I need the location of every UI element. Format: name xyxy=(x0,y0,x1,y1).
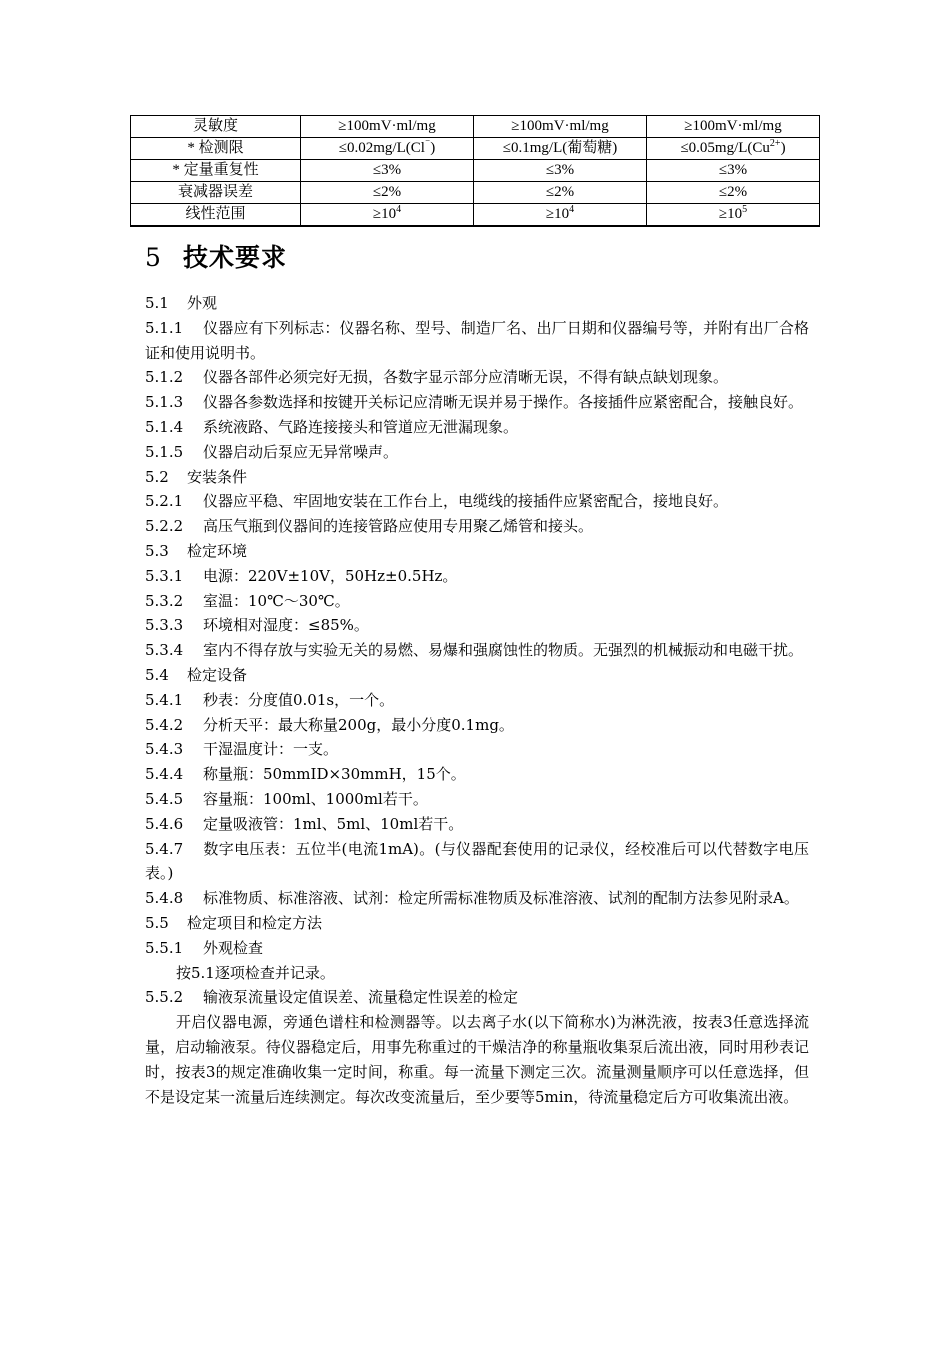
clause xyxy=(145,440,809,465)
table-cell xyxy=(474,204,647,227)
table-row xyxy=(131,204,820,227)
clause xyxy=(145,936,809,961)
clause-number: 5.1.2 xyxy=(145,368,184,387)
clause-text: 开启仪器电源，旁通色谱柱和检测器等。以去离子水(以下简称水)为淋洗液，按表3任意选择流量，启动输液泵。待仪器稳定后，用事先称重过的干燥洁净的称量瓶收集泵后流出液，同时用秒表记时，按表3的规定准确收集一定时间，称重。每一流量下测定三次。流量测量顺序可以任意选择，但不是设定某一流量后连续测定。每次改变流量后，至少要等5min，待流量稳定后方可收集流出液。 xyxy=(145,1013,809,1106)
clause-number: 5.4.3 xyxy=(145,740,184,759)
cell-superscript: 4 xyxy=(396,204,402,215)
clause-number: 5.2.2 xyxy=(145,517,184,536)
clause-text: 环境相对湿度：≤85%。 xyxy=(203,616,369,635)
table-cell: ≤2% xyxy=(474,182,647,204)
cell-text-after: ) xyxy=(780,140,786,156)
clause-number: 5.5.1 xyxy=(145,938,184,957)
clause-text: 检定设备 xyxy=(187,665,248,684)
cell-text: ≥10 xyxy=(372,206,397,222)
table-cell: ≤2% xyxy=(647,182,820,204)
clause xyxy=(145,514,809,539)
clause-body xyxy=(145,961,809,986)
clause xyxy=(145,812,809,837)
table-row xyxy=(131,138,820,160)
clause xyxy=(145,787,809,812)
clause-text: 干湿温度计：一支。 xyxy=(203,740,339,759)
clause-text: 室温：10℃～30℃。 xyxy=(203,591,350,610)
clause-number: 5.5.2 xyxy=(145,988,184,1007)
clause-text: 安装条件 xyxy=(187,467,248,486)
subsection-heading xyxy=(145,291,809,316)
table-cell xyxy=(301,204,474,227)
cell-text-after: ) xyxy=(430,140,436,156)
clause-text: 外观 xyxy=(187,294,218,312)
clause-text: 仪器应平稳、牢固地安装在工作台上，电缆线的接插件应紧密配合，接地良好。 xyxy=(203,492,729,511)
clause-text: 仪器应有下列标志：仪器名称、型号、制造厂名、出厂日期和仪器编号等，并附有出厂合格证和使用说明书。 xyxy=(145,318,809,362)
clause xyxy=(145,365,809,390)
clause-text: 仪器各参数选择和按键开关标记应清晰无误并易于操作。各接插件应紧密配合，接触良好。 xyxy=(203,393,804,412)
clause-text: 系统液路、气路连接接头和管道应无泄漏现象。 xyxy=(203,417,519,436)
table-cell xyxy=(647,204,820,227)
clause-text: 检定环境 xyxy=(187,541,248,560)
clause-number: 5.3.4 xyxy=(145,641,184,660)
cell-superscript: 4 xyxy=(569,204,575,215)
clause-text: 电源：220V±10V，50Hz±0.5Hz。 xyxy=(203,566,458,585)
clause-number: 5.4 xyxy=(145,665,169,684)
clause-text: 称量瓶：50mmID×30mmH，15个。 xyxy=(203,765,466,784)
clause-number: 5.4.7 xyxy=(145,839,184,858)
clause-number: 5.4.5 xyxy=(145,789,184,808)
cell-superscript: 2+ xyxy=(769,138,781,149)
cell-text: ≥10 xyxy=(718,206,743,222)
clause xyxy=(145,390,809,415)
clause-text: 秒表：分度值0.01s，一个。 xyxy=(203,690,395,709)
clause-number: 5.3 xyxy=(145,541,169,560)
row-label: 灵敏度 xyxy=(131,116,301,138)
subsection-heading xyxy=(145,663,809,688)
clause-text: 输液泵流量设定值误差、流量稳定性误差的检定 xyxy=(203,988,519,1007)
clause-number: 5.3.1 xyxy=(145,566,184,585)
clause-number: 5.4.6 xyxy=(145,814,184,833)
table-cell: ≤3% xyxy=(301,160,474,182)
table-cell: ≤0.1mg/L(葡萄糖) xyxy=(474,138,647,160)
clause-text: 高压气瓶到仪器间的连接管路应使用专用聚乙烯管和接头。 xyxy=(203,517,594,536)
row-label: 线性范围 xyxy=(131,204,301,227)
cell-superscript: 5 xyxy=(742,204,748,215)
clause-text: 定量吸液管：1ml、5ml、10ml若干。 xyxy=(203,814,464,833)
clause xyxy=(145,638,809,663)
table-cell: ≤3% xyxy=(474,160,647,182)
clause-number: 5.4.4 xyxy=(145,765,184,784)
clause xyxy=(145,737,809,762)
cell-text: ≤0.05mg/L(Cu xyxy=(680,140,770,156)
subsection-heading xyxy=(145,465,809,490)
clause-text: 分析天平：最大称量200g，最小分度0.1mg。 xyxy=(203,715,514,734)
clause-number: 5.2 xyxy=(145,467,169,486)
row-label: * 检测限 xyxy=(131,138,301,160)
clause-text: 仪器启动后泵应无异常噪声。 xyxy=(203,442,399,461)
row-label: * 定量重复性 xyxy=(131,160,301,182)
table-row xyxy=(131,160,820,182)
clause-body xyxy=(145,1010,809,1109)
table-cell: ≥100mV·ml/mg xyxy=(647,116,820,138)
table-cell xyxy=(301,138,474,160)
clause-number: 5.1.4 xyxy=(145,417,184,436)
clause-text: 数字电压表：五位半(电流1mA)。(与仪器配套使用的记录仪，经校准后可以代替数字电压表。) xyxy=(145,839,809,883)
clause xyxy=(145,713,809,738)
clause-text: 室内不得存放与实验无关的易燃、易爆和强腐蚀性的物质。无强烈的机械振动和电磁干扰。 xyxy=(203,641,804,660)
clause-number: 5.4.2 xyxy=(145,715,184,734)
cell-superscript: ⁻ xyxy=(424,138,431,149)
clause xyxy=(145,589,809,614)
subsection-heading xyxy=(145,911,809,936)
clause-number: 5.1.5 xyxy=(145,442,184,461)
table-cell: ≤2% xyxy=(301,182,474,204)
row-label: 衰减器误差 xyxy=(131,182,301,204)
spec-table xyxy=(130,115,820,227)
clause xyxy=(145,415,809,440)
clause-text: 按5.1逐项检查并记录。 xyxy=(176,963,335,982)
clause-number: 5.3.3 xyxy=(145,616,184,635)
clause xyxy=(145,564,809,589)
clause-text: 检定项目和检定方法 xyxy=(187,913,323,932)
document-body xyxy=(145,291,809,1109)
clause xyxy=(145,316,809,366)
clause xyxy=(145,688,809,713)
clause-text: 容量瓶：100ml、1000ml若干。 xyxy=(203,789,428,808)
clause-number: 5.1.1 xyxy=(145,318,184,337)
clause xyxy=(145,613,809,638)
clause-number: 5.1.3 xyxy=(145,393,184,412)
clause xyxy=(145,837,809,887)
clause xyxy=(145,489,809,514)
clause-text: 外观检查 xyxy=(203,938,264,957)
table-row xyxy=(131,116,820,138)
section-title: 技术要求 xyxy=(183,243,288,272)
section-number: 5 xyxy=(145,243,162,272)
clause xyxy=(145,762,809,787)
clause xyxy=(145,985,809,1010)
cell-text: ≤0.02mg/L(Cl xyxy=(338,140,425,156)
section-heading xyxy=(145,238,287,274)
clause-number: 5.1 xyxy=(145,294,169,312)
clause-number: 5.3.2 xyxy=(145,591,184,610)
table-cell xyxy=(647,138,820,160)
cell-text: ≥10 xyxy=(545,206,570,222)
clause-text: 仪器各部件必须完好无损，各数字显示部分应清晰无误，不得有缺点缺划现象。 xyxy=(203,368,729,387)
subsection-heading xyxy=(145,539,809,564)
clause-number: 5.4.1 xyxy=(145,690,184,709)
clause xyxy=(145,886,809,911)
clause-number: 5.2.1 xyxy=(145,492,184,511)
clause-number: 5.5 xyxy=(145,913,169,932)
table-row xyxy=(131,182,820,204)
table-cell: ≥100mV·ml/mg xyxy=(301,116,474,138)
clause-number: 5.4.8 xyxy=(145,889,184,908)
clause-text: 标准物质、标准溶液、试剂：检定所需标准物质及标准溶液、试剂的配制方法参见附录A。 xyxy=(203,889,799,908)
table-cell: ≤3% xyxy=(647,160,820,182)
table-cell: ≥100mV·ml/mg xyxy=(474,116,647,138)
